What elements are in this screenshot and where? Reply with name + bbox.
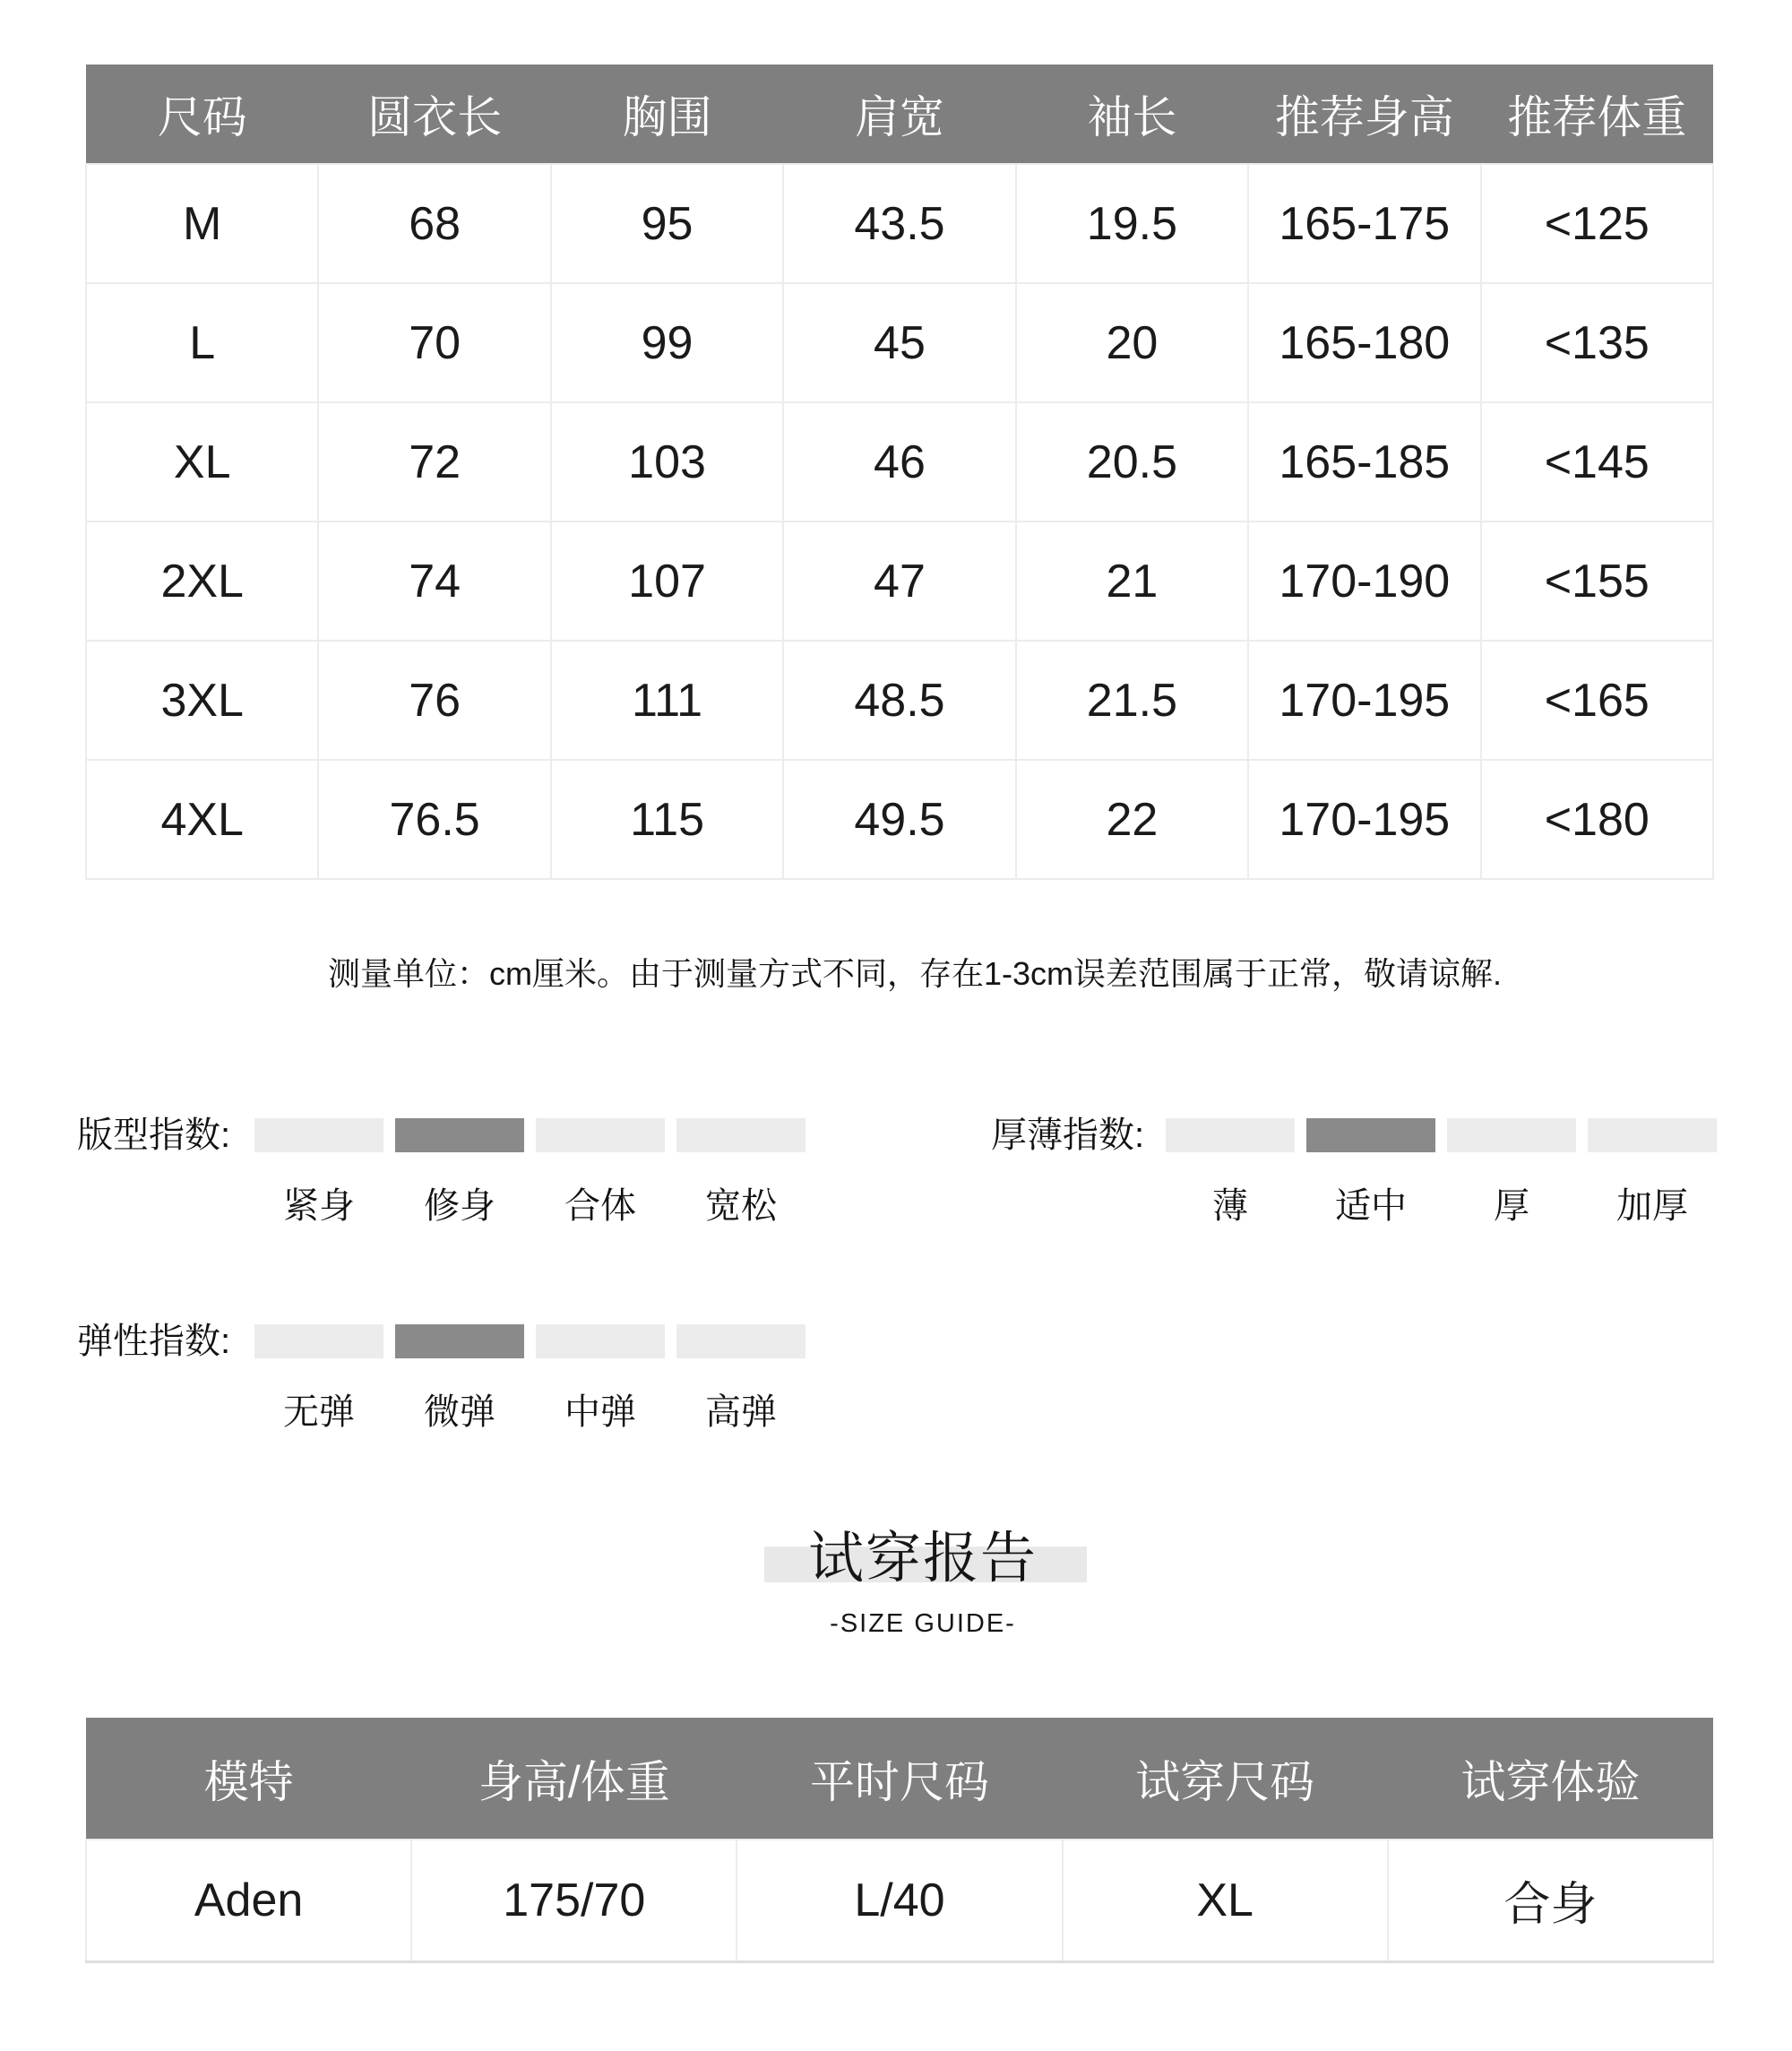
size-row-3xl — [86, 641, 1713, 760]
index-segment — [676, 1118, 806, 1152]
size-cell: <155 — [1481, 521, 1713, 641]
tryon-cell-height-weight: 175/70 — [411, 1840, 737, 1961]
size-cell: <125 — [1481, 164, 1713, 283]
size-row-4xl — [86, 760, 1713, 879]
size-cell: <180 — [1481, 760, 1713, 879]
size-cell: 165-185 — [1248, 402, 1480, 521]
fit-option-label: 宽松 — [705, 1186, 777, 1226]
elasticity-option-label: 中弹 — [564, 1392, 636, 1432]
size-cell: 49.5 — [783, 760, 1015, 879]
size-cell: 74 — [318, 521, 550, 641]
size-cell: 4XL — [86, 760, 318, 879]
size-cell: 20.5 — [1016, 402, 1248, 521]
thickness-index-panel — [991, 1110, 1717, 1228]
measurement-note: 测量单位：cm厘米。由于测量方式不同，存在1-3cm误差范围属于正常，敬请谅解. — [327, 955, 1502, 992]
fit-index-label: 版型指数: — [77, 1116, 231, 1155]
elasticity-option-label: 微弹 — [424, 1392, 495, 1432]
col-header-tryon-feel: 试穿体验 — [1388, 1718, 1713, 1840]
col-header-tryon-size: 试穿尺码 — [1063, 1718, 1388, 1840]
index-segment — [1588, 1118, 1717, 1152]
fit-option-label: 紧身 — [283, 1186, 355, 1226]
tryon-report-subtitle: -SIZE GUIDE- — [830, 1609, 1016, 1638]
size-cell: 68 — [318, 164, 550, 283]
size-cell: 22 — [1016, 760, 1248, 879]
index-segment — [254, 1324, 383, 1358]
size-cell: 165-180 — [1248, 283, 1480, 402]
index-segment — [1306, 1118, 1435, 1152]
size-table-body — [86, 164, 1713, 879]
size-cell: L — [86, 283, 318, 402]
size-cell: 95 — [551, 164, 783, 283]
size-cell: 20 — [1016, 283, 1248, 402]
col-header-size: 尺码 — [86, 65, 318, 164]
col-header-height-weight: 身高/体重 — [411, 1718, 737, 1840]
size-cell: 115 — [551, 760, 783, 879]
col-header-weight: 推荐体重 — [1481, 65, 1713, 164]
col-header-model: 模特 — [86, 1718, 411, 1840]
size-table-header-row — [86, 65, 1713, 164]
size-row-m — [86, 164, 1713, 283]
tryon-table-header-row — [86, 1718, 1713, 1840]
size-cell: 21 — [1016, 521, 1248, 641]
size-row-2xl — [86, 521, 1713, 641]
thickness-option-label: 厚 — [1494, 1186, 1529, 1226]
size-cell: 2XL — [86, 521, 318, 641]
index-segment — [676, 1324, 806, 1358]
size-cell: 19.5 — [1016, 164, 1248, 283]
index-segment — [395, 1324, 524, 1358]
size-cell: 170-190 — [1248, 521, 1480, 641]
size-row-xl — [86, 402, 1713, 521]
size-cell: XL — [86, 402, 318, 521]
size-row-l — [86, 283, 1713, 402]
size-cell: M — [86, 164, 318, 283]
size-cell: 111 — [551, 641, 783, 760]
size-cell: 170-195 — [1248, 760, 1480, 879]
tryon-table-header — [86, 1718, 1713, 1840]
thickness-option-label: 薄 — [1212, 1186, 1248, 1226]
tryon-cell-tryon-feel: 合身 — [1388, 1840, 1713, 1961]
tryon-cell-tryon-size: XL — [1063, 1840, 1388, 1961]
size-table-header — [86, 65, 1713, 164]
thickness-option-label: 适中 — [1335, 1186, 1407, 1226]
index-segment — [536, 1118, 665, 1152]
col-header-shoulder: 肩宽 — [783, 65, 1015, 164]
thickness-index-bar — [1166, 1118, 1717, 1152]
thickness-index-label: 厚薄指数: — [991, 1116, 1145, 1155]
thickness-option-label: 加厚 — [1616, 1186, 1688, 1226]
fit-option-label: 合体 — [564, 1186, 636, 1226]
size-cell: 47 — [783, 521, 1015, 641]
tryon-row — [86, 1840, 1713, 1961]
tryon-cell-model: Aden — [86, 1840, 411, 1961]
size-cell: 170-195 — [1248, 641, 1480, 760]
tryon-table — [85, 1718, 1714, 1963]
size-cell: 76.5 — [318, 760, 550, 879]
size-cell: 76 — [318, 641, 550, 760]
index-segment — [254, 1118, 383, 1152]
size-cell: 21.5 — [1016, 641, 1248, 760]
size-table — [85, 65, 1714, 880]
fit-index-panel — [77, 1110, 806, 1228]
size-cell: <135 — [1481, 283, 1713, 402]
fit-index-bar — [254, 1118, 806, 1152]
elasticity-index-bar — [254, 1324, 806, 1358]
size-cell: 45 — [783, 283, 1015, 402]
size-cell: 99 — [551, 283, 783, 402]
col-header-usual-size: 平时尺码 — [737, 1718, 1062, 1840]
size-cell: 48.5 — [783, 641, 1015, 760]
elasticity-index-label: 弹性指数: — [77, 1322, 231, 1361]
elasticity-index-panel — [77, 1316, 806, 1434]
size-cell: 70 — [318, 283, 550, 402]
col-header-chest: 胸围 — [551, 65, 783, 164]
size-cell: 103 — [551, 402, 783, 521]
index-segment — [1166, 1118, 1295, 1152]
size-cell: 107 — [551, 521, 783, 641]
elasticity-option-label: 高弹 — [705, 1392, 777, 1432]
size-cell: <165 — [1481, 641, 1713, 760]
size-cell: 3XL — [86, 641, 318, 760]
index-segment — [1447, 1118, 1576, 1152]
tryon-report-title: 试穿报告 — [807, 1528, 1038, 1590]
col-header-sleeve: 袖长 — [1016, 65, 1248, 164]
col-header-length: 圆衣长 — [318, 65, 550, 164]
index-segment — [536, 1324, 665, 1358]
index-segment — [395, 1118, 524, 1152]
tryon-cell-usual-size: L/40 — [737, 1840, 1062, 1961]
col-header-height: 推荐身高 — [1248, 65, 1480, 164]
size-cell: 165-175 — [1248, 164, 1480, 283]
size-cell: 43.5 — [783, 164, 1015, 283]
size-cell: 46 — [783, 402, 1015, 521]
elasticity-option-label: 无弹 — [283, 1392, 355, 1432]
size-cell: <145 — [1481, 402, 1713, 521]
size-cell: 72 — [318, 402, 550, 521]
fit-option-label: 修身 — [424, 1186, 495, 1226]
tryon-table-body — [86, 1840, 1713, 1961]
